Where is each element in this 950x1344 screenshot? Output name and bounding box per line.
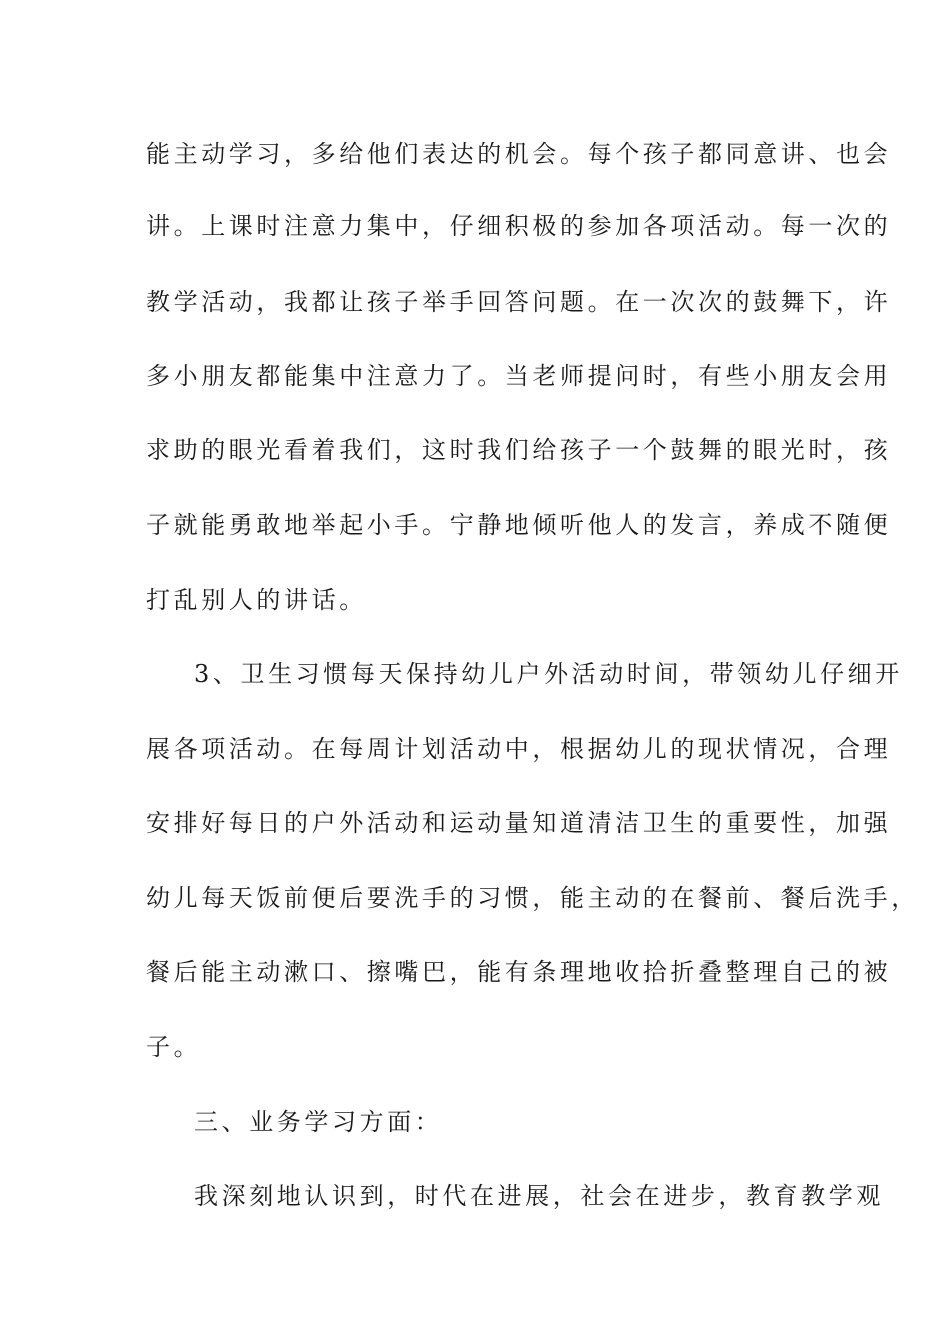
text-line: 能主动学习，多给他们表达的机会。每个孩子都同意讲、也会 bbox=[146, 140, 892, 168]
section-heading: 三、业务学习方面： bbox=[194, 1108, 443, 1136]
paragraph-start-line: 我深刻地认识到，时代在进展，社会在进步，教育教学观 bbox=[194, 1182, 884, 1210]
text-line: 讲。上课时注意力集中，仔细积极的参加各项活动。每一次的 bbox=[146, 212, 892, 240]
text-line: 子就能勇敢地举起小手。宁静地倾听他人的发言，养成不随便 bbox=[146, 511, 892, 539]
text-line: 多小朋友都能集中注意力了。当老师提问时，有些小朋友会用 bbox=[146, 362, 892, 390]
text-line: 打乱别人的讲话。 bbox=[146, 586, 367, 614]
text-line: 教学活动，我都让孩子举手回答问题。在一次次的鼓舞下，许 bbox=[146, 288, 892, 316]
text-line: 求助的眼光看着我们，这时我们给孩子一个鼓舞的眼光时，孩 bbox=[146, 436, 892, 464]
text-line: 餐后能主动漱口、擦嘴巴，能有条理地收拾折叠整理自己的被 bbox=[146, 958, 892, 986]
text-line: 展各项活动。在每周计划活动中，根据幼儿的现状情况，合理 bbox=[146, 735, 892, 763]
text-line: 幼儿每天饭前便后要洗手的习惯，能主动的在餐前、餐后洗手， bbox=[146, 884, 919, 912]
text-line: 安排好每日的户外活动和运动量知道清洁卫生的重要性，加强 bbox=[146, 809, 892, 837]
text-line: 子。 bbox=[146, 1033, 202, 1061]
paragraph-start-line: 3、卫生习惯每天保持幼儿户外活动时间，带领幼儿仔细开 bbox=[194, 660, 903, 688]
